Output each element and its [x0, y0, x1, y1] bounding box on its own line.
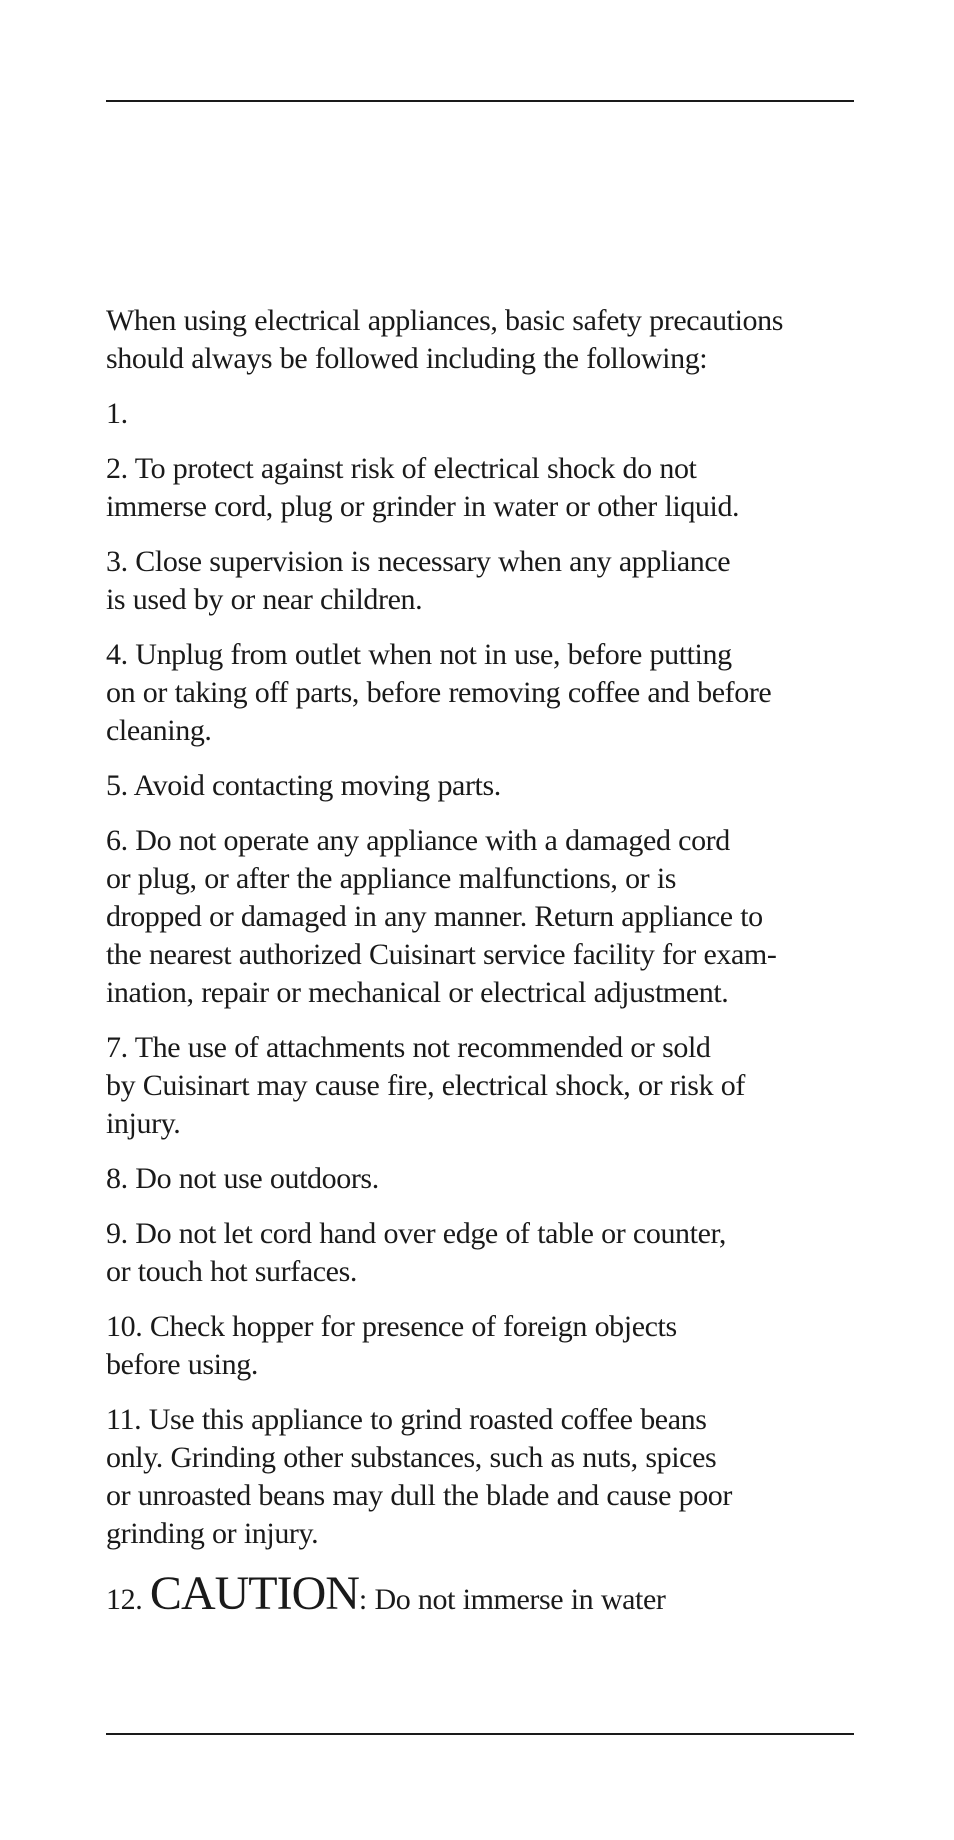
caution-text: : Do not immerse in water: [358, 1583, 666, 1616]
list-item: 9. Do not let cord hand over edge of table or counter, or touch hot surfaces.: [106, 1217, 726, 1288]
list-item: 10. Check hopper for presence of foreign objects before using.: [106, 1310, 677, 1381]
list-item: 1.: [106, 397, 128, 430]
list-item: 5. Avoid contacting moving parts.: [106, 769, 501, 802]
list-item: 7. The use of attachments not recommended or sold by Cuisinart may cause fire, electrical shock, or risk of injury.: [106, 1031, 745, 1140]
bottom-divider: [106, 1733, 854, 1735]
caution-item: [106, 1567, 866, 1620]
list-item: 11. Use this appliance to grind roasted coffee beans only. Grinding other substances, such as nuts, spices or unroasted beans may dull the blade and cause poor grinding or injury.: [106, 1403, 732, 1550]
list-item: 2. To protect against risk of electrical shock do not immerse cord, plug or grinder in water or other liquid.: [106, 452, 740, 523]
list-item: 3. Close supervision is necessary when any appliance is used by or near children.: [106, 545, 731, 616]
intro-paragraph: When using electrical appliances, basic safety precautions should always be followed including the following:: [106, 304, 784, 375]
list-item: 4. Unplug from outlet when not in use, before putting on or taking off parts, before removing coffee and before cleaning.: [106, 638, 772, 747]
list-item: 8. Do not use outdoors.: [106, 1162, 379, 1195]
caution-word: CAUTION: [149, 1567, 359, 1620]
top-divider: [106, 100, 854, 102]
safety-instructions: [106, 302, 866, 1636]
list-item: 6. Do not operate any appliance with a damaged cord or plug, or after the appliance malfunctions, or is dropped or damaged in any manner. Return appliance to the nearest authorized Cuisinart service facility for exam- ination, repair or mechanical or electrical adjustment.: [106, 824, 777, 1009]
caution-number: 12.: [106, 1583, 143, 1616]
